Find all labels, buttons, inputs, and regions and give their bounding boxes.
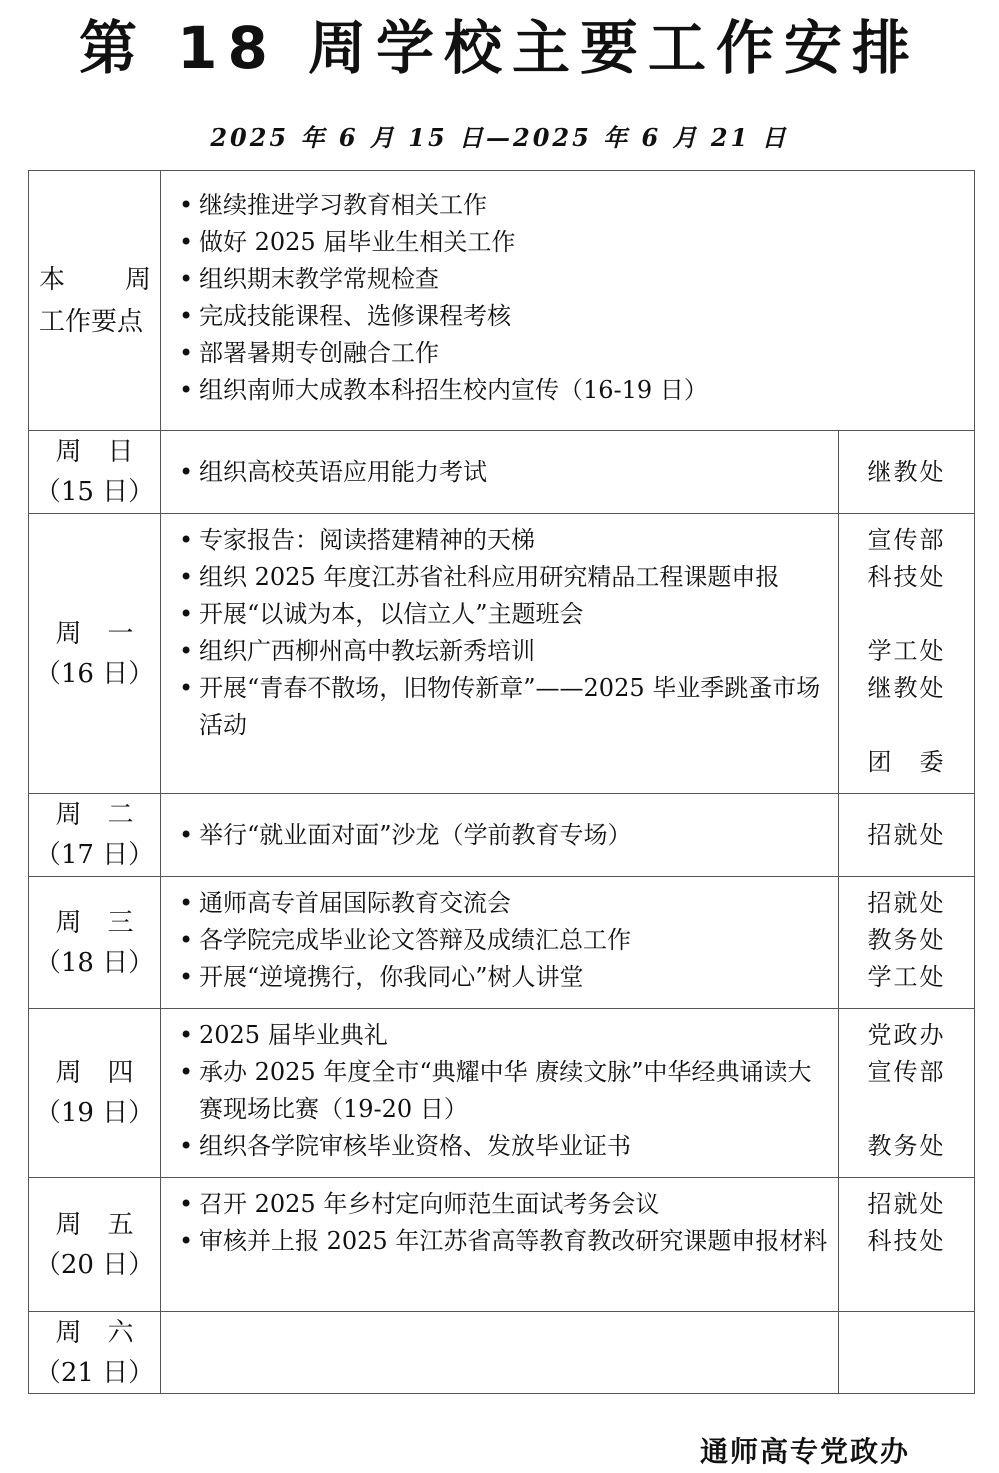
dept-cell bbox=[838, 794, 974, 877]
list-item: • 举行“就业面对面”沙龙（学前教育专场） bbox=[179, 817, 830, 854]
dept-label: 招就处 bbox=[867, 820, 946, 849]
key-points-label bbox=[29, 171, 161, 431]
list-item: • 组织高校英语应用能力考试 bbox=[179, 454, 830, 491]
dept-label: 宣传部 bbox=[867, 526, 946, 554]
tasks-cell bbox=[161, 1178, 839, 1312]
table-row bbox=[29, 794, 975, 877]
dept-label bbox=[839, 1091, 974, 1128]
list-item: • 组织 2025 年度江苏省社科应用研究精品工程课题申报 bbox=[179, 559, 830, 596]
list-item: • 开展“青春不散场，旧物传新章”——2025 毕业季跳蚤市场活动 bbox=[179, 670, 830, 744]
day-name: 周 二 bbox=[55, 800, 134, 830]
list-item: • 开展“逆境携行，你我同心”树人讲堂 bbox=[179, 959, 830, 996]
date-range: 2025 年 6 月 15 日—2025 年 6 月 21 日 bbox=[210, 123, 789, 152]
table-row bbox=[29, 514, 975, 794]
dept-cell bbox=[838, 1178, 974, 1312]
dept-label: 招就处 bbox=[867, 889, 946, 917]
tasks-cell bbox=[161, 431, 839, 514]
list-item: • 部署暑期专创融合工作 bbox=[179, 335, 966, 372]
dept-label bbox=[839, 707, 974, 744]
day-date: （19 日） bbox=[34, 1098, 155, 1128]
dept-label: 科技处 bbox=[867, 563, 946, 591]
dept-label: 学工处 bbox=[867, 637, 946, 665]
day-cell bbox=[29, 794, 161, 877]
schedule-table bbox=[28, 170, 975, 1394]
list-item: • 组织南师大成教本科招生校内宣传（16-19 日） bbox=[179, 372, 966, 409]
list-item: • 开展“以诚为本，以信立人”主题班会 bbox=[179, 596, 830, 633]
list-item: • 组织广西柳州高中教坛新秀培训 bbox=[179, 633, 830, 670]
dept-label: 科技处 bbox=[867, 1227, 946, 1255]
list-item: • 继续推进学习教育相关工作 bbox=[179, 187, 966, 224]
key-points-row bbox=[29, 171, 975, 431]
day-name: 周 日 bbox=[55, 437, 134, 467]
dept-label: 教务处 bbox=[867, 926, 946, 954]
day-date: （17 日） bbox=[34, 840, 155, 870]
list-item: • 2025 届毕业典礼 bbox=[179, 1017, 830, 1054]
day-date: （20 日） bbox=[34, 1249, 155, 1280]
dept-cell bbox=[838, 1009, 974, 1178]
list-item: • 各学院完成毕业论文答辩及成绩汇总工作 bbox=[179, 922, 830, 959]
dept-label bbox=[839, 596, 974, 633]
table-row bbox=[29, 877, 975, 1009]
day-cell bbox=[29, 877, 161, 1009]
key-label-zhou: 周 bbox=[125, 264, 152, 295]
list-item: • 召开 2025 年乡村定向师范生面试考务会议 bbox=[179, 1186, 830, 1223]
dept-label: 招就处 bbox=[867, 1190, 946, 1218]
key-points-list bbox=[161, 171, 975, 431]
day-cell bbox=[29, 1178, 161, 1312]
day-cell bbox=[29, 514, 161, 794]
dept-cell bbox=[838, 431, 974, 514]
list-item: • 承办 2025 年度全市“典耀中华 赓续文脉”中华经典诵读大赛现场比赛（19-20 日） bbox=[179, 1054, 830, 1128]
list-item: • 专家报告：阅读搭建精神的天梯 bbox=[179, 522, 830, 559]
dept-label: 宣传部 bbox=[867, 1058, 946, 1086]
table-row bbox=[29, 1178, 975, 1312]
key-label-ben: 本 bbox=[39, 264, 66, 295]
day-name: 周 六 bbox=[55, 1317, 134, 1348]
dept-label: 继教处 bbox=[867, 457, 946, 486]
dept-label: 继教处 bbox=[867, 674, 946, 702]
day-name: 周 一 bbox=[55, 618, 134, 649]
issuer-signature: 通师高专党政办 bbox=[700, 1435, 911, 1468]
day-cell bbox=[29, 1312, 161, 1394]
list-item: • 组织期末教学常规检查 bbox=[179, 261, 966, 298]
list-item: • 做好 2025 届毕业生相关工作 bbox=[179, 224, 966, 261]
table-row bbox=[29, 1009, 975, 1178]
page-title: 第 18 周学校主要工作安排 bbox=[78, 14, 921, 82]
dept-cell bbox=[838, 877, 974, 1009]
table-row bbox=[29, 431, 975, 514]
dept-cell bbox=[838, 514, 974, 794]
dept-label: 教务处 bbox=[867, 1132, 946, 1160]
tasks-cell bbox=[161, 794, 839, 877]
dept-label: 团 委 bbox=[867, 748, 946, 776]
table-row bbox=[29, 1312, 975, 1394]
dept-label: 党政办 bbox=[867, 1021, 946, 1049]
day-cell bbox=[29, 431, 161, 514]
dept-cell bbox=[838, 1312, 974, 1394]
day-date: （21 日） bbox=[34, 1357, 155, 1388]
tasks-cell bbox=[161, 514, 839, 794]
tasks-cell bbox=[161, 1009, 839, 1178]
day-date: （16 日） bbox=[34, 658, 155, 689]
day-name: 周 三 bbox=[55, 907, 134, 938]
tasks-cell bbox=[161, 877, 839, 1009]
list-item: • 审核并上报 2025 年江苏省高等教育教改研究课题申报材料 bbox=[179, 1223, 830, 1260]
list-item: • 通师高专首届国际教育交流会 bbox=[179, 885, 830, 922]
day-cell bbox=[29, 1009, 161, 1178]
dept-label: 学工处 bbox=[867, 963, 946, 991]
day-name: 周 四 bbox=[55, 1058, 134, 1088]
tasks-cell bbox=[161, 1312, 839, 1394]
day-date: （15 日） bbox=[34, 477, 155, 507]
day-name: 周 五 bbox=[55, 1209, 134, 1240]
day-date: （18 日） bbox=[34, 947, 155, 978]
list-item: • 完成技能课程、选修课程考核 bbox=[179, 298, 966, 335]
list-item: • 组织各学院审核毕业资格、发放毕业证书 bbox=[179, 1128, 830, 1165]
key-label-line2: 工作要点 bbox=[39, 306, 144, 337]
